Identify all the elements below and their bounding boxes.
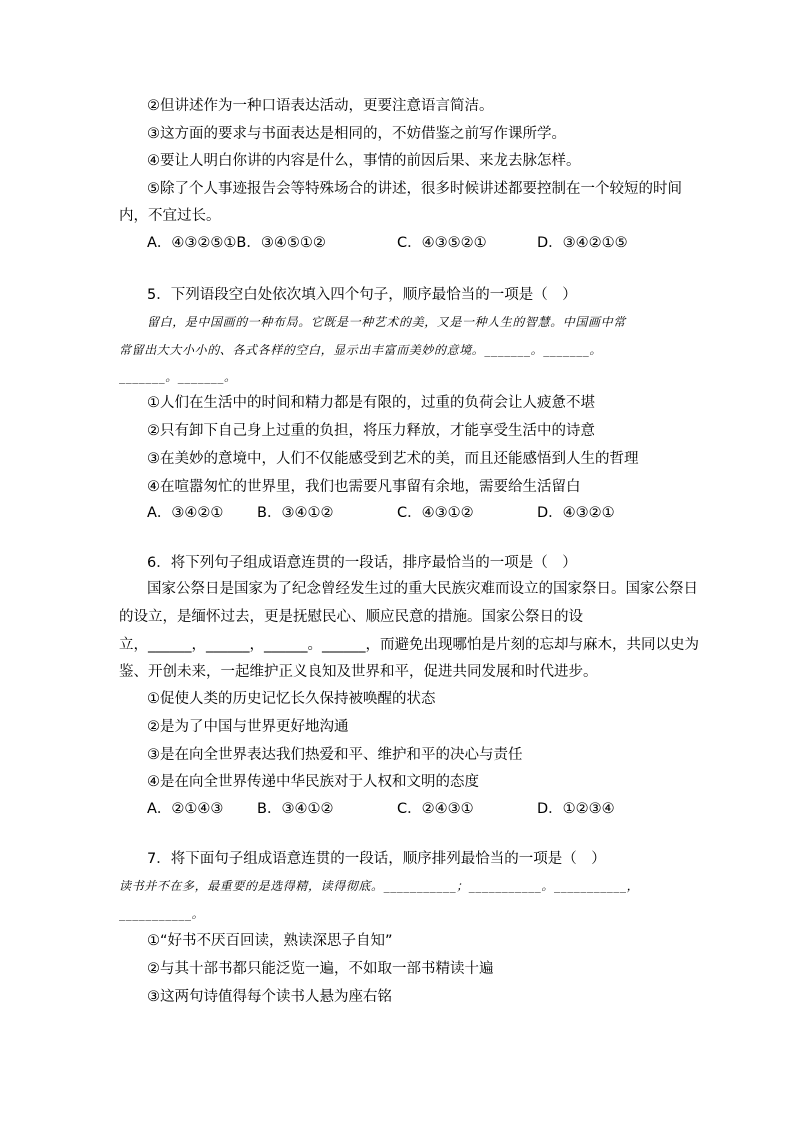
q5-sentence-4: ④在喧嚣匆忙的世界里，我们也需要凡事留有余地，需要给生活留白 — [147, 479, 581, 495]
q5-sentence-3: ③在美妙的意境中，人们不仅能感受到艺术的美，而且还能感悟到人生的哲理 — [147, 451, 639, 467]
q4-sentence-3: ③这方面的要求与书面表达是相同的，不妨借鉴之前写作课所学。 — [147, 126, 566, 142]
q5-passage-line1: 留白，是中国画的一种布局。它既是一种艺术的美，又是一种人生的智慧。中国画中常 — [147, 315, 626, 329]
q6-sentence-1: ①促使人类的历史记忆长久保持被唤醒的状态 — [147, 691, 436, 707]
q6-options — [147, 799, 615, 819]
q6-passage-line2: 的设立，是缅怀过去，更是抚慰民心、顺应民意的措施。国家公祭日的设 — [119, 609, 583, 625]
q7-sentence-1: ①“好书不厌百回读，熟读深思子自知” — [147, 933, 393, 949]
q5-passage-line2: 常留出大大小小的、各式各样的空白，显示出丰富而美妙的意境。_______。_______。 — [119, 343, 603, 357]
q5-option-b: B．③④①② — [257, 505, 334, 521]
q5-sentence-2: ②只有卸下自己身上过重的负担，将压力释放，才能享受生活中的诗意 — [147, 423, 595, 439]
q4-options — [147, 233, 628, 253]
q5-options — [147, 503, 615, 523]
q4-option-d: D．③④②①⑤ — [537, 235, 628, 251]
q6-passage-line3: 立，______，______，______。______，而避免出现哪怕是片刻的忘却与麻木，共同以史为 — [119, 637, 699, 653]
q7-passage-line2: ___________。 — [119, 907, 205, 921]
q4-sentence-5-line2: 内，不宜过长。 — [119, 208, 221, 224]
q4-sentence-5-line1: ⑤除了个人事迹报告会等特殊场合的讲述，很多时候讲述都要控制在一个较短的时间 — [147, 181, 682, 197]
q6-option-b: B．③④①② — [257, 801, 334, 817]
q4-sentence-2: ②但讲述作为一种口语表达活动，更要注意语言简洁。 — [147, 98, 494, 114]
q6-sentence-3: ③是在向全世界表达我们热爱和平、维护和平的决心与责任 — [147, 747, 523, 763]
q6-sentence-2: ②是为了中国与世界更好地沟通 — [147, 719, 349, 735]
q5-passage-line3: _______。_______。 — [119, 370, 237, 384]
q6-passage-line1: 国家公祭日是国家为了纪念曾经发生过的重大民族灾难而设立的国家祭日。国家公祭日 — [147, 581, 698, 597]
q5-stem: 5．下列语段空白处依次填入四个句子，顺序最恰当的一项是（ ） — [147, 287, 577, 303]
q5-sentence-1: ①人们在生活中的时间和精力都是有限的，过重的负荷会让人疲惫不堪 — [147, 395, 595, 411]
q4-sentence-4: ④要让人明白你讲的内容是什么，事情的前因后果、来龙去脉怎样。 — [147, 153, 581, 169]
q7-stem: 7．将下面句子组成语意连贯的一段话，顺序排列最恰当的一项是（ ） — [147, 851, 606, 867]
q6-option-a: A．②①④③ — [147, 801, 224, 817]
q5-option-a: A．③④②① — [147, 505, 224, 521]
q4-option-ab: A．④③②⑤①B．③④⑤①② — [147, 235, 326, 251]
q4-option-c: C．④③⑤②① — [397, 235, 487, 251]
q5-option-d: D．④③②① — [537, 505, 615, 521]
q6-stem: 6．将下列句子组成语意连贯的一段话，排序最恰当的一项是（ ） — [147, 555, 577, 571]
q6-sentence-4: ④是在向全世界传递中华民族对于人权和文明的态度 — [147, 774, 479, 790]
q7-passage-line1: 读书并不在多，最重要的是选得精，读得彻底。___________；___________。___________， — [119, 879, 640, 893]
q6-option-d: D．①②③④ — [537, 801, 615, 817]
q5-option-c: C．④③①② — [397, 505, 474, 521]
q7-sentence-2: ②与其十部书都只能泛览一遍，不如取一部书精读十遍 — [147, 961, 494, 977]
q6-option-c: C．②④③① — [397, 801, 474, 817]
q6-passage-line4: 鉴、开创未来，一起维护正义良知及世界和平，促进共同发展和时代进步。 — [119, 664, 598, 680]
q7-sentence-3: ③这两句诗值得每个读书人悬为座右铭 — [147, 989, 392, 1005]
